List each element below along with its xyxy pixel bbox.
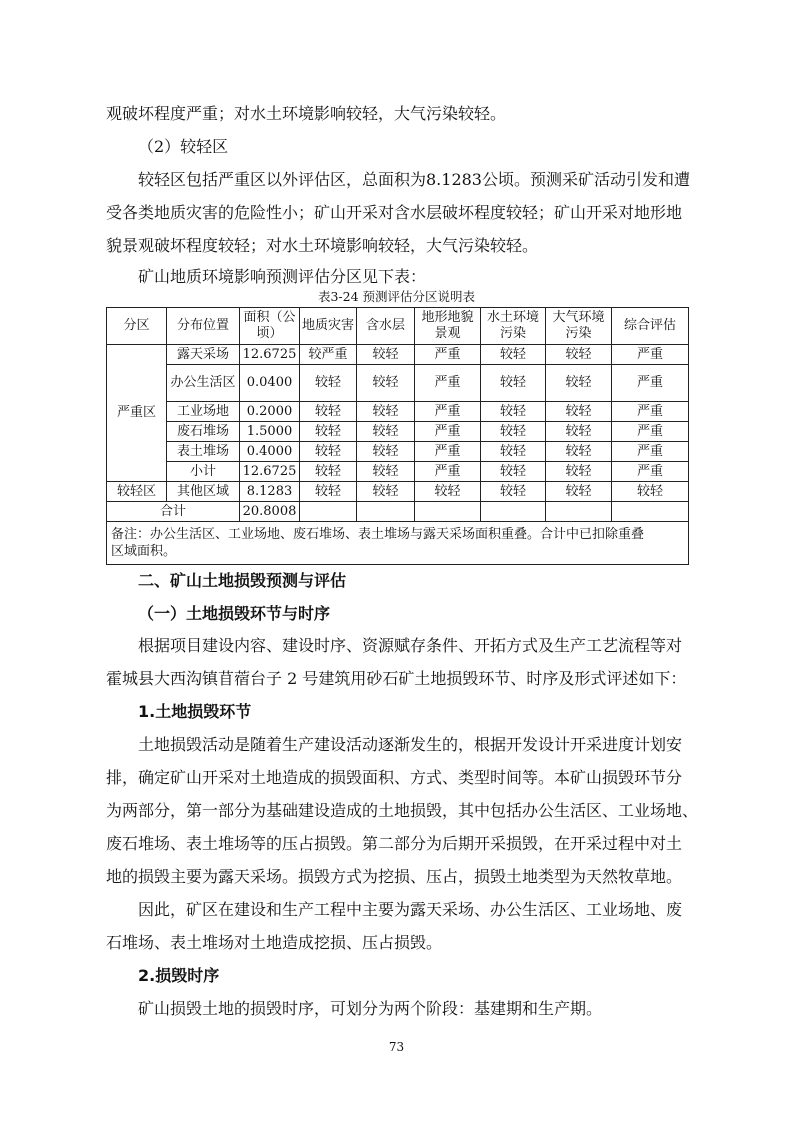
subsection-heading: （2）较轻区 [138,137,229,156]
header-cell: 地形地貌景观 [415,308,481,345]
table-cell: 较轻 [481,402,546,422]
table-cell: 严重 [415,365,481,402]
total-label-cell: 合计 [107,502,240,522]
paragraph-line: 排，确定矿山开采对土地造成的损毁面积、方式、类型时间等。本矿山损毁环节分 [106,768,683,787]
page-number: 73 [388,1040,405,1054]
paragraph-line: 土地损毁活动是随着生产建设活动逐渐发生的，根据开发设计开采进度计划安 [138,735,683,754]
table-cell: 0.4000 [240,442,300,462]
table-row [107,402,689,422]
table-cell: 较轻 [481,422,546,442]
table-cell: 较轻 [300,365,357,402]
table-cell: 严重 [415,442,481,462]
paragraph-line: 观破坏程度严重；对水土环境影响较轻，大气污染较轻。 [106,104,507,123]
header-cell: 地质灾害 [300,308,357,345]
table-cell: 较轻 [546,422,612,442]
table-cell: 较轻 [357,402,415,422]
table-cell [481,502,546,522]
table-cell: 较轻 [546,365,612,402]
paragraph-line: 霍城县大西沟镇苜蓿台子 2 号建筑用砂石矿土地损毁环节、时序及形式评述如下： [106,669,687,688]
table-cell: 较轻 [300,462,357,482]
table-cell: 严重 [415,402,481,422]
table-cell: 工业场地 [167,402,240,422]
table-cell: 12.6725 [240,462,300,482]
table-cell: 12.6725 [240,345,300,365]
paragraph-line: 貌景观破坏程度较轻；对水土环境影响较轻，大气污染较轻。 [106,236,539,255]
table-cell: 小计 [167,462,240,482]
header-cell: 分布位置 [167,308,240,345]
table-cell: 较轻 [357,365,415,402]
paragraph-line: 矿山损毁土地的损毁时序，可划分为两个阶段：基建期和生产期。 [138,999,603,1018]
table-cell: 较轻 [612,482,689,502]
table-cell: 8.1283 [240,482,300,502]
table-cell: 较轻 [481,482,546,502]
section-heading: 二、矿山土地损毁预测与评估 [138,571,347,590]
table-cell [357,502,415,522]
paragraph-line: 为两部分，第一部分为基础建设造成的土地损毁，其中包括办公生活区、工业场地、 [106,801,699,820]
table-cell: 较轻 [546,402,612,422]
table-cell: 较轻 [481,345,546,365]
table-cell: 严重 [415,422,481,442]
table-cell: 0.2000 [240,402,300,422]
zoning-table [106,307,689,565]
table-cell: 较轻 [546,462,612,482]
table-cell: 严重 [415,345,481,365]
table-cell [612,502,689,522]
table-cell: 严重 [612,365,689,402]
total-area-cell: 20.8008 [240,502,300,522]
table-row [107,462,689,482]
table-cell [300,502,357,522]
table-cell: 较轻 [300,422,357,442]
table-cell: 较轻 [546,482,612,502]
table-cell: 露天采场 [167,345,240,365]
paragraph-line: 根据项目建设内容、建设时序、资源赋存条件、开拓方式及生产工艺流程等对 [138,636,683,655]
subsection-heading: （一）土地损毁环节与时序 [138,604,331,623]
table-cell: 严重 [612,422,689,442]
table-cell: 较轻 [357,482,415,502]
table-cell: 较轻 [546,345,612,365]
subsection-heading: 1.土地损毁环节 [138,702,252,721]
table-cell: 废石堆场 [167,422,240,442]
table-cell [546,502,612,522]
paragraph-line: 受各类地质灾害的危险性小；矿山开采对含水层破坏程度较轻；矿山开采对地形地 [106,203,683,222]
table-cell: 较轻 [481,442,546,462]
table-cell: 较轻 [300,402,357,422]
header-cell: 大气环境污染 [546,308,612,345]
table-cell [415,502,481,522]
header-cell: 面积（公顷） [240,308,300,345]
table-cell: 较轻 [300,482,357,502]
table-cell: 较轻 [357,422,415,442]
table-cell: 严重 [612,462,689,482]
paragraph-line: 因此，矿区在建设和生产工程中主要为露天采场、办公生活区、工业场地、废 [138,900,683,919]
table-cell: 办公生活区 [167,365,240,402]
note-line: 区域面积。 [111,544,177,559]
table-caption: 表3-24 预测评估分区说明表 [317,289,476,304]
header-cell: 含水层 [357,308,415,345]
table-row [107,422,689,442]
table-row [107,482,689,502]
table-note [107,522,689,565]
table-cell: 较轻 [415,482,481,502]
subsection-heading: 2.损毁时序 [138,966,220,985]
table-cell: 1.5000 [240,422,300,442]
table-cell: 其他区域 [167,482,240,502]
paragraph-line: 地的损毁主要为露天采场。损毁方式为挖损、压占，损毁土地类型为天然牧草地。 [106,867,683,886]
table-cell: 严重 [612,442,689,462]
table-cell: 较轻 [546,442,612,462]
table-cell: 0.0400 [240,365,300,402]
paragraph-line: 石堆场、表土堆场对土地造成挖损、压占损毁。 [106,933,443,952]
table-cell: 较轻 [357,462,415,482]
table-cell: 表土堆场 [167,442,240,462]
table-cell: 较轻 [481,365,546,402]
header-cell: 分区 [107,308,167,345]
paragraph-line: 矿山地质环境影响预测评估分区见下表： [138,267,427,286]
table-total-row [107,502,689,522]
table-note-row [107,522,689,565]
header-cell: 水土环境污染 [481,308,546,345]
table-cell: 较轻 [481,462,546,482]
table-cell: 严重 [612,345,689,365]
note-line: 备注：办公生活区、工业场地、废石堆场、表土堆场与露天采场面积重叠。合计中已扣除重叠 [111,527,645,542]
table-row [107,365,689,402]
table-row [107,345,689,365]
zone-cell: 较轻区 [107,482,167,502]
zone-cell: 严重区 [107,345,167,482]
table-cell: 较轻 [357,442,415,462]
table-cell: 较轻 [300,442,357,462]
table-cell: 严重 [612,402,689,422]
table-cell: 较严重 [300,345,357,365]
header-cell: 综合评估 [612,308,689,345]
table-header-row [107,308,689,345]
paragraph-line: 较轻区包括严重区以外评估区，总面积为8.1283公顷。预测采矿活动引发和遭 [138,170,690,189]
table-cell: 较轻 [357,345,415,365]
paragraph-line: 废石堆场、表土堆场等的压占损毁。第二部分为后期开采损毁，在开采过程中对土 [106,834,683,853]
table-row [107,442,689,462]
table-cell: 严重 [415,462,481,482]
